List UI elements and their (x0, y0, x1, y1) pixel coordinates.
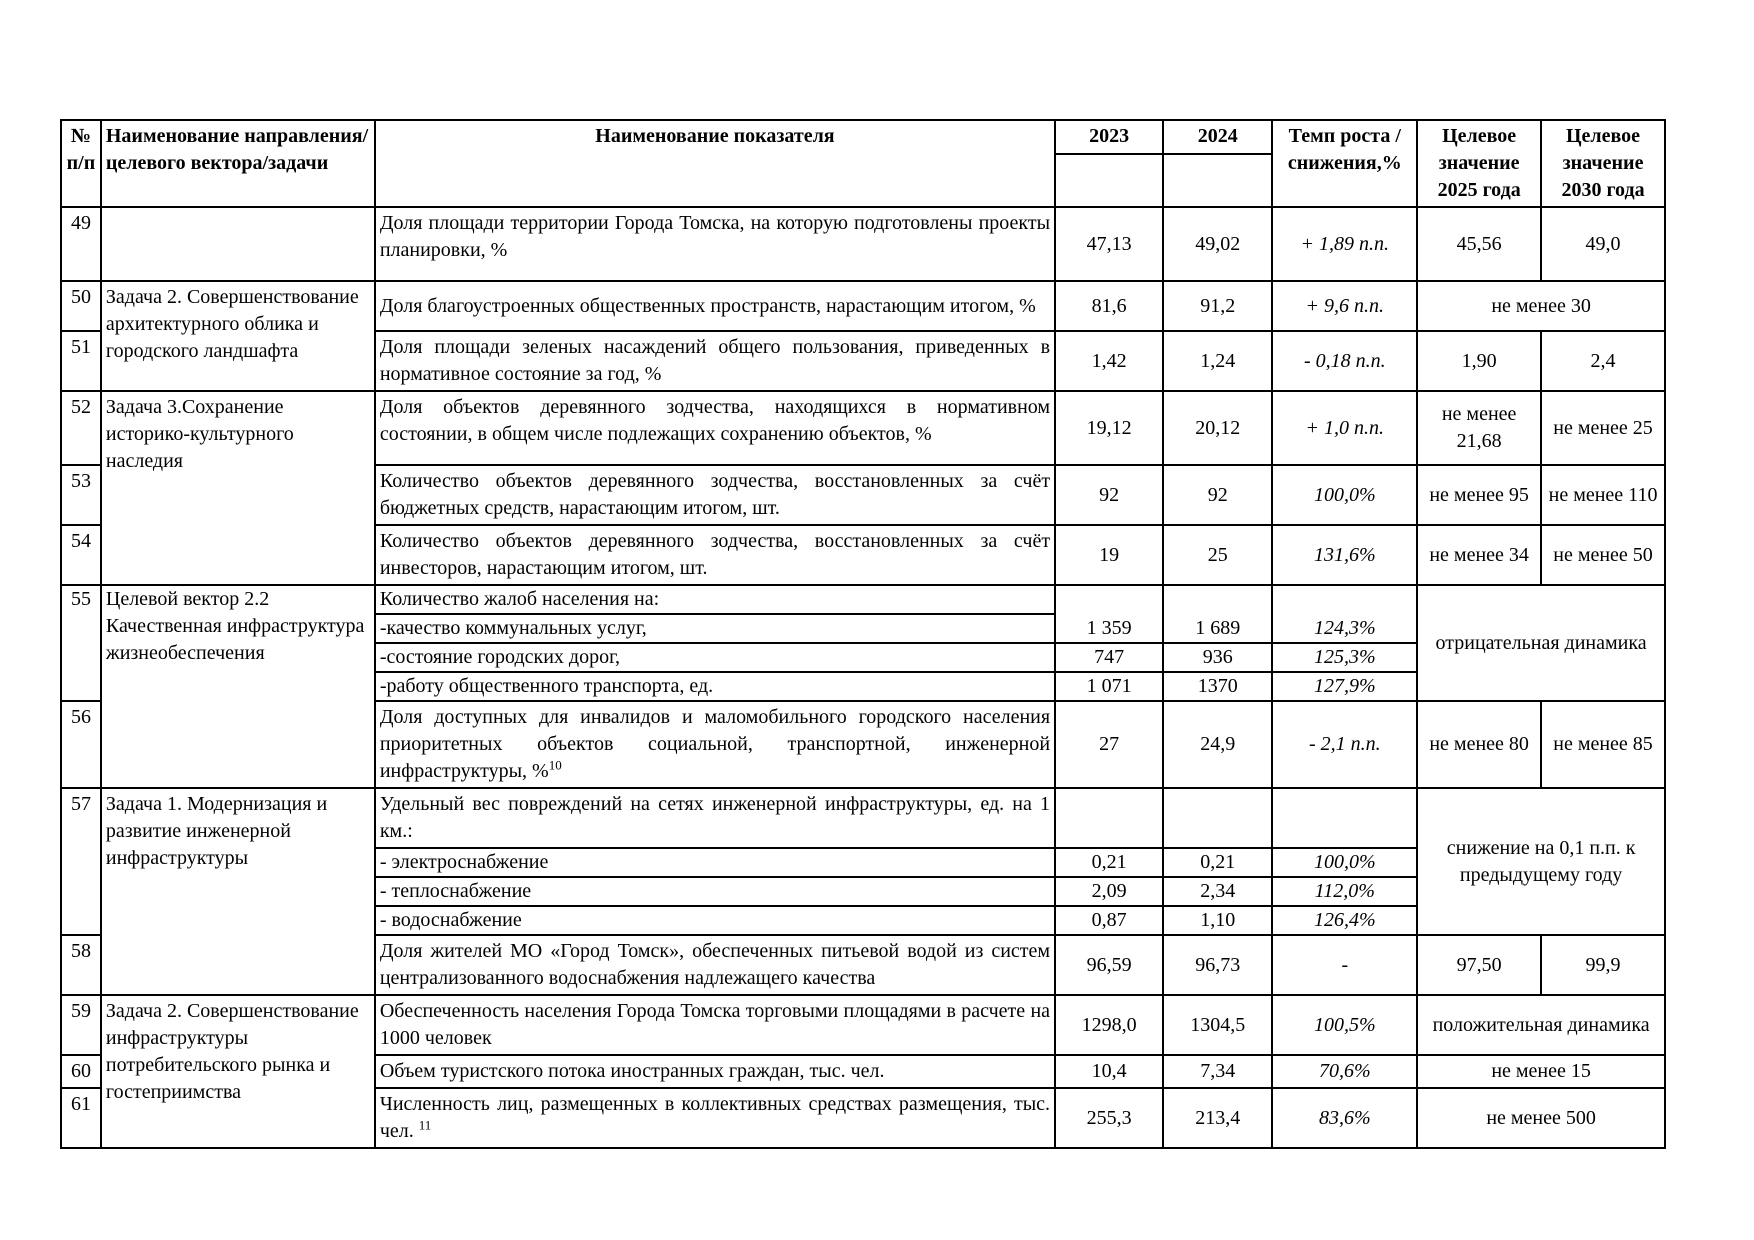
target-2025: не менее 95 (1417, 465, 1541, 525)
indicator-name: Доля площади зеленых насаждений общего пользования, приведенных в нормативное состояние за год, % (375, 331, 1055, 391)
growth-rate-blank (1272, 788, 1417, 848)
target-merged: отрицательная динамика (1417, 585, 1665, 701)
row-number: 52 (61, 391, 101, 465)
value-2023: 1298,0 (1055, 995, 1163, 1055)
target-2025: 1,90 (1417, 331, 1541, 391)
target-2030: не менее 25 (1541, 391, 1665, 465)
direction-vector-2-2: Целевой вектор 2.2 Качественная инфраструктура жизнеобеспечения (101, 585, 375, 788)
value-2023: 1 071 (1055, 672, 1163, 701)
growth-rate: - 0,18 п.п. (1272, 331, 1417, 391)
row-number: 50 (61, 281, 101, 331)
target-2030: 49,0 (1541, 207, 1665, 281)
indicator-text: Численность лиц, размещенных в коллективных средствах размещения, тыс. чел. (379, 1093, 1051, 1142)
row-number: 49 (61, 207, 101, 281)
target-2030: не менее 50 (1541, 525, 1665, 585)
table-row (61, 207, 1665, 281)
growth-rate: 112,0% (1272, 877, 1417, 906)
value-2023: 81,6 (1055, 281, 1163, 331)
target-2030: не менее 85 (1541, 701, 1665, 788)
growth-rate: + 9,6 п.п. (1272, 281, 1417, 331)
header-2024-blank (1163, 154, 1272, 207)
table-row (61, 788, 1665, 848)
value-2023: 27 (1055, 701, 1163, 788)
direction-task2-landscape: Задача 2. Совершенствование архитектурного облика и городского ландшафта (101, 281, 375, 391)
growth-rate: 83,6% (1272, 1088, 1417, 1148)
indicator-name: Удельный вес повреждений на сетях инженерной инфраструктуры, ед. на 1 км.: (375, 788, 1055, 848)
target-merged: положительная динамика (1417, 995, 1665, 1055)
direction-task1-engineering: Задача 1. Модернизация и развитие инженерной инфраструктуры (101, 788, 375, 995)
value-2024: 936 (1163, 643, 1272, 672)
header-num: № п/п (61, 120, 101, 207)
indicator-sub-label: - электроснабжение (375, 848, 1055, 877)
value-2024: 96,73 (1163, 935, 1272, 995)
indicator-name: Количество объектов деревянного зодчества, восстановленных за счёт бюджетных средств, нарастающим итогом, шт. (375, 465, 1055, 525)
indicator-text: Доля доступных для инвалидов и маломобильного городского населения приоритетных объектов социальной, транспортной, инженерной инфраструктуры, % (379, 706, 1051, 782)
row-number: 59 (61, 995, 101, 1055)
row-number: 58 (61, 935, 101, 995)
indicator-name (375, 701, 1055, 788)
growth-rate: 100,0% (1272, 848, 1417, 877)
row-number: 55 (61, 585, 101, 701)
value-2024: 1304,5 (1163, 995, 1272, 1055)
value-2024: 92 (1163, 465, 1272, 525)
row-number: 51 (61, 331, 101, 391)
growth-rate: 125,3% (1272, 643, 1417, 672)
header-2024: 2024 (1163, 120, 1272, 154)
growth-rate: 100,5% (1272, 995, 1417, 1055)
growth-rate: 124,3% (1272, 585, 1417, 643)
growth-rate: + 1,0 п.п. (1272, 391, 1417, 465)
indicator-name: Доля объектов деревянного зодчества, находящихся в нормативном состоянии, в общем числе подлежащих сохранению объектов, % (375, 391, 1055, 465)
target-merged: не менее 30 (1417, 281, 1665, 331)
table-row (61, 281, 1665, 331)
row-number: 61 (61, 1088, 101, 1148)
indicator-name (375, 1088, 1055, 1148)
header-indicator: Наименование показателя (375, 120, 1055, 207)
value-2023: 10,4 (1055, 1055, 1163, 1088)
growth-rate: 70,6% (1272, 1055, 1417, 1088)
value-2023: 255,3 (1055, 1088, 1163, 1148)
header-2023-blank (1055, 154, 1163, 207)
row-number: 54 (61, 525, 101, 585)
row-number: 56 (61, 701, 101, 788)
growth-rate: - (1272, 935, 1417, 995)
target-2025: 45,56 (1417, 207, 1541, 281)
target-2030: 2,4 (1541, 331, 1665, 391)
table-header-row (61, 120, 1665, 154)
indicator-name: Доля благоустроенных общественных пространств, нарастающим итогом, % (375, 281, 1055, 331)
direction-task2-consumer: Задача 2. Совершенствование инфраструктуры потребительского рынка и гостеприимства (101, 995, 375, 1148)
footnote-marker: 11 (418, 1117, 432, 1133)
target-2025: не менее 34 (1417, 525, 1541, 585)
row-number: 53 (61, 465, 101, 525)
value-2024: 1 689 (1163, 585, 1272, 643)
direction-task3-heritage: Задача 3.Сохранение историко-культурного наследия (101, 391, 375, 585)
table-row (61, 995, 1665, 1055)
value-2024: 24,9 (1163, 701, 1272, 788)
growth-rate: - 2,1 п.п. (1272, 701, 1417, 788)
row-number: 57 (61, 788, 101, 935)
target-2025: не менее 21,68 (1417, 391, 1541, 465)
value-2023: 47,13 (1055, 207, 1163, 281)
value-2023: 92 (1055, 465, 1163, 525)
growth-rate: 127,9% (1272, 672, 1417, 701)
value-2024-blank (1163, 788, 1272, 848)
indicator-sub-label: -работу общественного транспорта, ед. (375, 672, 1055, 701)
indicators-document (60, 119, 1666, 1153)
direction-cell-empty (101, 207, 375, 281)
target-merged: не менее 500 (1417, 1088, 1665, 1148)
target-2025: 97,50 (1417, 935, 1541, 995)
table-row (61, 391, 1665, 465)
value-2024: 20,12 (1163, 391, 1272, 465)
header-target-2030: Целевое значение 2030 года (1541, 120, 1665, 207)
value-2023: 1 359 (1055, 585, 1163, 643)
header-target-2025: Целевое значение 2025 года (1417, 120, 1541, 207)
header-direction: Наименование направления/целевого вектора/задачи (101, 120, 375, 207)
target-merged: снижение на 0,1 п.п. к предыдущему году (1417, 788, 1665, 935)
value-2024: 213,4 (1163, 1088, 1272, 1148)
value-2024: 25 (1163, 525, 1272, 585)
indicator-name: Количество жалоб населения на: (375, 585, 1055, 614)
indicator-name: Доля площади территории Города Томска, на которую подготовлены проекты планировки, % (375, 207, 1055, 281)
indicator-sub-label: -качество коммунальных услуг, (375, 614, 1055, 643)
value-2024: 49,02 (1163, 207, 1272, 281)
indicator-sub-label: - водоснабжение (375, 906, 1055, 935)
indicator-sub-label: - теплоснабжение (375, 877, 1055, 906)
value-2023: 96,59 (1055, 935, 1163, 995)
value-2023: 0,87 (1055, 906, 1163, 935)
value-2023: 1,42 (1055, 331, 1163, 391)
value-2023: 19,12 (1055, 391, 1163, 465)
value-2023-blank (1055, 788, 1163, 848)
indicator-name: Объем туристского потока иностранных граждан, тыс. чел. (375, 1055, 1055, 1088)
growth-rate: 126,4% (1272, 906, 1417, 935)
header-rate: Темп роста / снижения,% (1272, 120, 1417, 207)
indicators-table (60, 119, 1666, 1149)
target-2025: не менее 80 (1417, 701, 1541, 788)
value-2023: 19 (1055, 525, 1163, 585)
value-2023: 747 (1055, 643, 1163, 672)
target-2030: 99,9 (1541, 935, 1665, 995)
footnote-marker: 10 (548, 757, 562, 773)
header-2023: 2023 (1055, 120, 1163, 154)
indicator-name: Доля жителей МО «Город Томск», обеспеченных питьевой водой из систем централизованного водоснабжения надлежащего качества (375, 935, 1055, 995)
growth-rate: 131,6% (1272, 525, 1417, 585)
target-2030: не менее 110 (1541, 465, 1665, 525)
growth-rate: 100,0% (1272, 465, 1417, 525)
value-2024: 7,34 (1163, 1055, 1272, 1088)
value-2024: 1370 (1163, 672, 1272, 701)
value-2024: 1,10 (1163, 906, 1272, 935)
growth-rate: + 1,89 п.п. (1272, 207, 1417, 281)
value-2024: 0,21 (1163, 848, 1272, 877)
value-2024: 91,2 (1163, 281, 1272, 331)
value-2023: 2,09 (1055, 877, 1163, 906)
value-2023: 0,21 (1055, 848, 1163, 877)
row-number: 60 (61, 1055, 101, 1088)
value-2024: 2,34 (1163, 877, 1272, 906)
target-merged: не менее 15 (1417, 1055, 1665, 1088)
table-row (61, 585, 1665, 614)
indicator-name: Количество объектов деревянного зодчества, восстановленных за счёт инвесторов, нарастающим итогом, шт. (375, 525, 1055, 585)
indicator-sub-label: -состояние городских дорог, (375, 643, 1055, 672)
value-2024: 1,24 (1163, 331, 1272, 391)
indicator-name: Обеспеченность населения Города Томска торговыми площадями в расчете на 1000 человек (375, 995, 1055, 1055)
